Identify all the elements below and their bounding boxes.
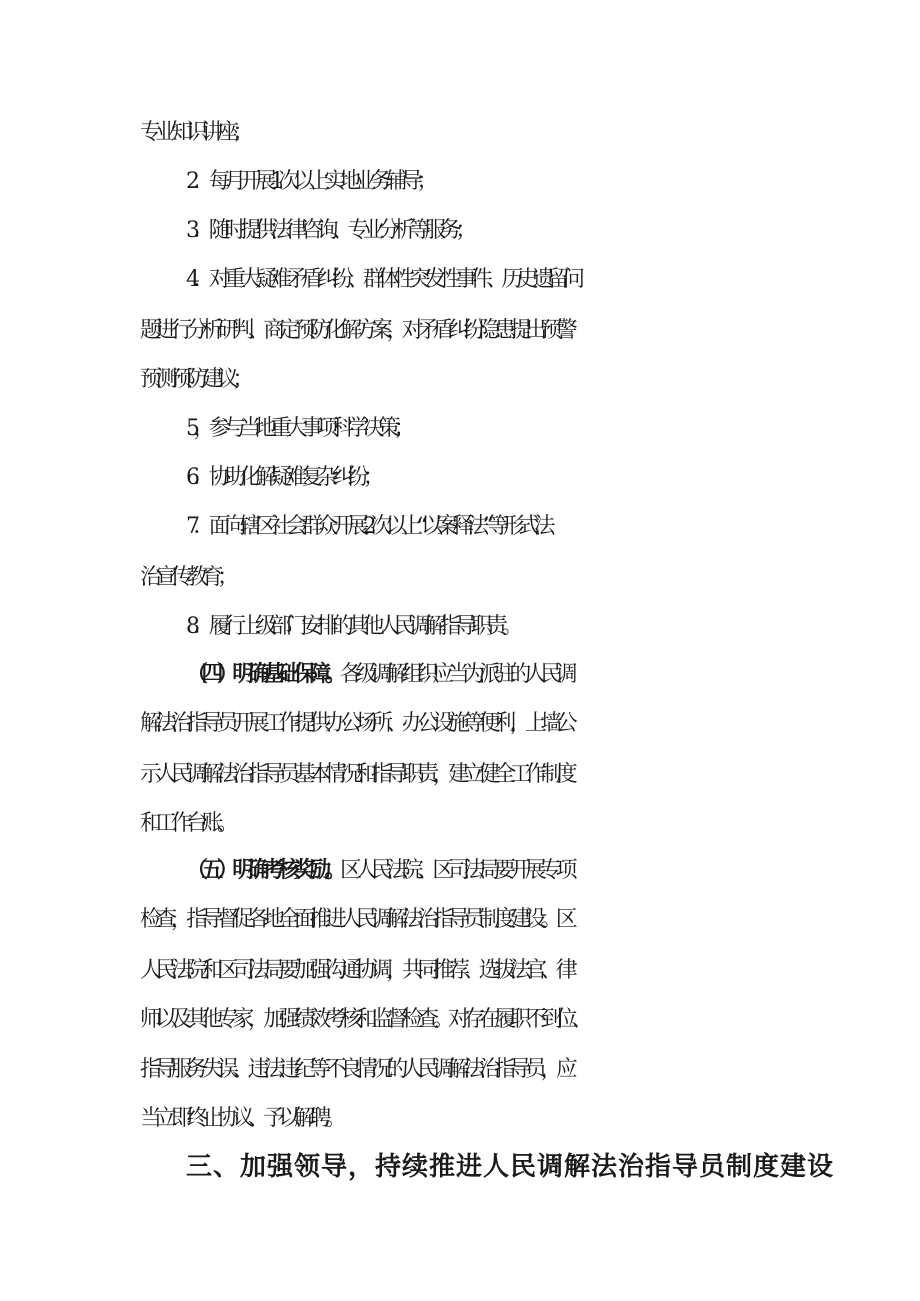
section-4-heading: （四）明确基础保障。 xyxy=(186,662,341,687)
text-line: 师以及其他专家，加强绩效考核和监督检查。对存在履职不到位、 xyxy=(140,1007,587,1032)
section-5-text: 区人民法院、区司法局要开展专项 xyxy=(340,858,572,883)
text-line: 解法治指导员开展工作提供办公场所、办公设施等便利，上墙公 xyxy=(140,711,572,736)
text-line: 示人民调解法治指导员基本情况和指导职责，建立健全工作制度 xyxy=(140,762,572,787)
list-item-4: 4．对重大疑难矛盾纠纷、群体性突发性事件、历史遗留问 xyxy=(186,267,579,292)
section-3-heading: 三、加强领导，持续推进人民调解法治指导员制度建设 xyxy=(186,1152,835,1182)
text-line: 题进行分析研判、商定预防化解方案，对矛盾纠纷隐患提出预警 xyxy=(140,318,572,343)
section-4-paragraph xyxy=(186,660,920,690)
text-line: 预测预防建议； xyxy=(140,367,248,392)
section-4-text: 各级调解组织应当为派驻的人民调 xyxy=(340,662,572,687)
text-line: 治宣传教育； xyxy=(140,565,233,590)
section-5-heading: （五）明确考核奖励。 xyxy=(186,858,341,883)
text-line: 当立即终止协议、予以解聘。 xyxy=(140,1106,341,1131)
list-item-8: 8．履行上级部门安排的其他人民调解指导职责。 xyxy=(186,614,517,639)
list-item-6: 6．协助化解疑难复杂纠纷； xyxy=(186,465,379,490)
text-line: 和工作台账。 xyxy=(140,811,233,836)
list-item-5: 5，参与当地重大事项科学决策； xyxy=(186,416,409,441)
text-line: 检查，指导督促各地全面推进人民调解法治指导员制度建设。区 xyxy=(140,907,572,932)
section-5-paragraph xyxy=(186,856,920,886)
text-line: 专业知识讲座； xyxy=(140,120,248,145)
text-line: 指导服务失误、违法违纪等不良情况的人民调解法治指导员，应 xyxy=(140,1057,572,1082)
list-item-3: 3．随时提供法律咨询、专业分析等服务； xyxy=(186,218,471,243)
text-line: 人民法院和区司法局要加强沟通协调，共同推荐、选拔法官、律 xyxy=(140,958,572,983)
list-item-2: 2．每月开展1次以上实地业务辅导； xyxy=(186,169,432,194)
list-item-7: 7．面向辖区社会群众开展2次以上“以案释法”等形式法 xyxy=(186,514,549,539)
